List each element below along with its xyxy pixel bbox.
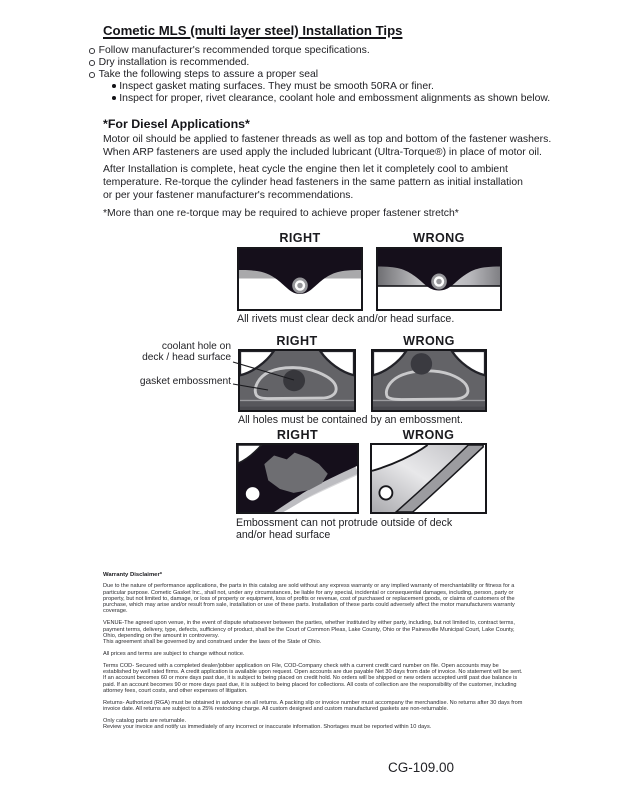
- paragraph-line: When ARP fasteners are used apply the included lubricant (Ultra-Torque®) in place of motor oil.: [103, 146, 542, 158]
- list-item: [112, 93, 550, 105]
- warranty-paragraph: Returns- Authorized (RGA) must be obtained in advance on all returns. A packing slip or invoice number must accompany the merchandise. No returns after 30 days from invoice date. All returns are subject to a 25% restocking charge. All custom designed and custom manufactured gaskets are non-returnable.: [103, 699, 523, 713]
- right-label: RIGHT: [279, 231, 321, 245]
- list-item: [89, 69, 550, 81]
- list-item: [112, 81, 550, 93]
- page-title: Cometic MLS (multi layer steel) Installation Tips: [103, 23, 403, 38]
- paragraph-line: Motor oil should be applied to fastener threads as well as top and bottom of the fastener washers.: [103, 134, 552, 145]
- warranty-text: Review your invoice and notify us immediately of any incorrect or inaccurate information. Shortages must be reported within 10 days.: [103, 724, 432, 731]
- rivet-wrong-diagram: [378, 249, 500, 309]
- warranty-paragraph: All prices and terms are subject to change without notice.: [103, 650, 245, 657]
- coolant-hole-annotation: [105, 341, 231, 363]
- tips-list: [89, 45, 550, 105]
- right-label: RIGHT: [276, 428, 319, 442]
- warranty-paragraph: Terms COD- Secured with a completed dealer/jobber application on File, COD-Company check with a current credit card number on file. Open accounts may be established by well rated firms. A credit application is available upon request. Open accounts are due payable Net 30 days from date of invoice. No statement will be sent. If an account becomes 60 or more days past due, it is subject to being placed on credit hold. No orders will be shipped or new orders accepted until past due balance is paid. If an account becomes 90 or more days past due, it is subject to being placed for collections. All costs of collection are the responsibility of the customer, including attorney fees, court costs, and other expenses of litigation.: [103, 662, 523, 694]
- tip-text: Dry installation is recommended.: [98, 56, 250, 68]
- annotation-line: coolant hole on: [161, 341, 231, 352]
- tip-text: Inspect gasket mating surfaces. They must be smooth 50RA or finer.: [119, 80, 434, 92]
- wrong-label: WRONG: [402, 428, 455, 442]
- dot-bullet-icon: [112, 96, 116, 100]
- tip-text: Inspect for proper, rivet clearance, coolant hole and embossment alignments as shown below.: [119, 92, 551, 104]
- coolant-wrong-figure: [371, 349, 487, 412]
- paragraph-line: After Installation is complete, heat cycle the engine then let it completely cool to ambient: [103, 164, 508, 175]
- embossment-caption: [236, 517, 452, 541]
- circle-bullet-icon: [89, 72, 95, 78]
- caption-line: and/or head surface: [236, 529, 331, 541]
- warranty-text: Only catalog parts are returnable.: [103, 717, 187, 724]
- gasket-embossment-annotation: gasket embossment: [139, 376, 231, 387]
- diesel-heading: *For Diesel Applications*: [103, 117, 250, 131]
- embossment-right-figure: [236, 443, 359, 514]
- coolant-right-figure: [238, 349, 356, 412]
- warranty-text: This agreement shall be governed by and construed under the laws of the State of Ohio.: [103, 639, 322, 646]
- embossment-wrong-figure: [370, 443, 487, 514]
- tip-text: Follow manufacturer's recommended torque specifications.: [98, 45, 370, 56]
- coolant-wrong-diagram: [373, 351, 485, 410]
- embossment-wrong-diagram: [372, 445, 485, 512]
- wrong-label: WRONG: [413, 231, 465, 245]
- tip-text: Take the following steps to assure a proper seal: [98, 68, 319, 80]
- coolant-caption: All holes must be contained by an embossment.: [238, 414, 463, 426]
- rivet-caption: All rivets must clear deck and/or head surface.: [237, 313, 455, 325]
- warranty-text: VENUE-The agreed upon venue, in the event of dispute whatsoever between the parties, whether instituted by either party, including, but not limited to, contract terms, payment terms, delivery, type, defects, sufficiency of product, shall be the Court of Common Pleas, Lake County, Ohio or the Painesville Municipal Court, Lake County, Ohio, depending on the amount in controversy.: [103, 620, 515, 639]
- circle-bullet-icon: [89, 48, 95, 54]
- diesel-paragraph-2: [103, 164, 523, 203]
- dot-bullet-icon: [112, 84, 116, 88]
- paragraph-line: or per your fastener manufacturer's recommendations.: [103, 189, 354, 201]
- warranty-disclaimer: [103, 572, 527, 736]
- rivet-wrong-figure: [376, 247, 502, 311]
- list-item: [89, 57, 550, 69]
- coolant-right-diagram: [240, 351, 354, 410]
- right-label: RIGHT: [276, 334, 318, 348]
- page-number: CG-109.00: [388, 760, 455, 775]
- wrong-label: WRONG: [403, 334, 455, 348]
- diesel-paragraph-1: [103, 134, 551, 160]
- paragraph-line: temperature. Re-torque the cylinder head fasteners in the same pattern as initial installation: [103, 176, 523, 188]
- warranty-paragraph: Due to the nature of performance applications, the parts in this catalog are sold without any express warranty or any implied warranty of merchantability or fitness for a particular purpose. Cometic Gasket Inc., shall not, under any circumstances, be liable for any special, incidental or consequential damages, including, person, party or property, but not limited to, damage, or loss of property or equipment, loss of profits or revenue, cost of purchased or replacement goods, or claims of customers of the purchase, which may arise and/or result from sale, installation or use of these parts. Installation of these parts could adversely affect the motor manufacturers warranty coverage.: [103, 583, 515, 615]
- caption-line: Embossment can not protrude outside of deck: [236, 517, 453, 529]
- circle-bullet-icon: [89, 60, 95, 66]
- retorque-note: *More than one re-torque may be required to achieve proper fastener stretch*: [103, 208, 459, 219]
- rivet-right-diagram: [239, 249, 361, 309]
- rivet-right-figure: [237, 247, 363, 311]
- warranty-heading: Warranty Disclaimer*: [103, 572, 163, 578]
- embossment-right-diagram: [238, 445, 357, 512]
- list-item: [89, 45, 550, 57]
- annotation-line: deck / head surface: [142, 352, 231, 364]
